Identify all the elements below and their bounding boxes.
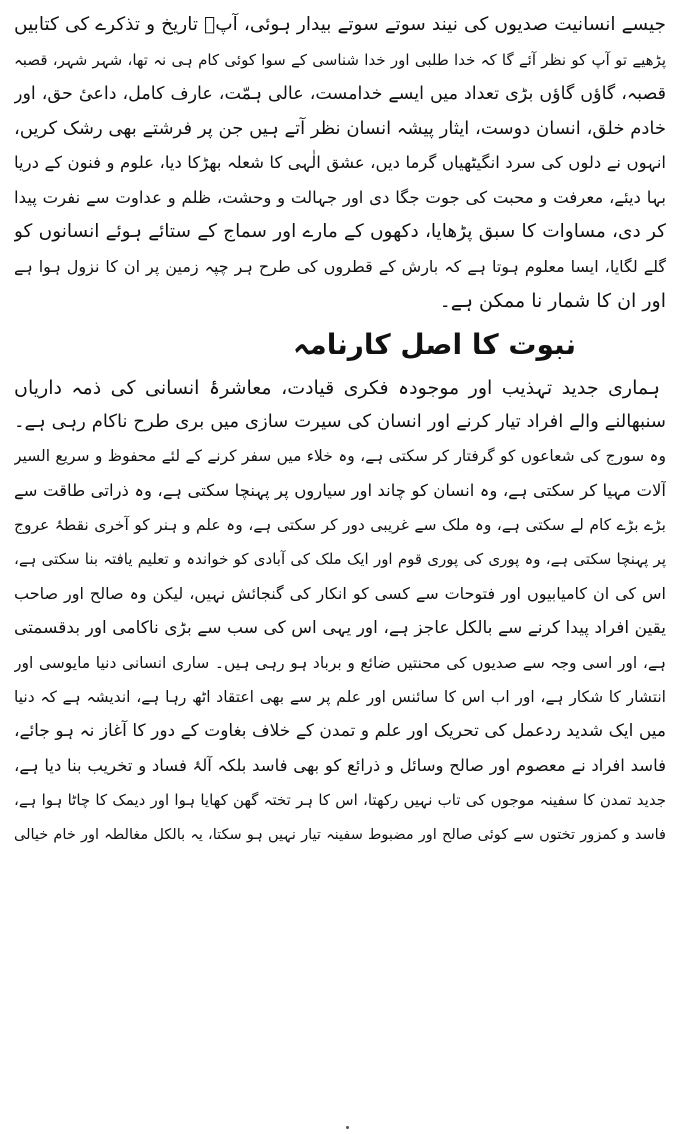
text-line: انتشار کا شکار ہے، اور اب اس کا سائنس اور علم پر سے بھی اعتقاد اٹھ رہا ہے، اندیشہ ہے کہ دنیا xyxy=(14,688,666,707)
text-line: پر پہنچا سکتی ہے، وہ پوری کی پوری قوم اور ایک ملک کی آبادی کو خواندہ و تعلیم یافتہ بنا سکتی ہے، xyxy=(14,550,666,569)
text-line: خادم خلق، انسان دوست، ایثار پیشہ انسان نظر آتے ہیں جن پر فرشتے بھی رشک کریں، xyxy=(14,117,666,139)
paragraph-prophets-legacy xyxy=(14,8,666,319)
text-line: فاسد افراد نے معصوم اور صالح وسائل و ذرائع کو بھی فاسد بلکہ آلۂ فساد و تخریب بنا دیا ہے، xyxy=(14,755,666,775)
text-line: پڑھیے تو آپ کو نظر آئے گا کہ خدا طلبی اور خدا شناسی کے سوا کوئی کام ہی نہ تھا، شہر شہر، قصبہ xyxy=(14,50,666,69)
text-line: بڑے بڑے کام لے سکتی ہے، وہ ملک سے غریبی دور کر سکتی ہے، وہ علم و ہنر کو آخری نقطۂ عروج xyxy=(14,516,666,535)
text-line: سنبھالنے والے افراد تیار کرنے اور انسان کی سیرت سازی میں بری طرح ناکام رہی ہے۔ xyxy=(14,410,666,432)
text-line: انہوں نے دلوں کی سرد انگیٹھیاں گرما دیں، عشق الٰہی کا شعلہ بھڑکا دیا، علوم و فنون کے دریا xyxy=(14,153,666,172)
text-line: قصبہ، گاؤں گاؤں بڑی تعداد میں ایسے خدامست، عالی ہمّت، عارف کامل، داعیٔ حق، اور xyxy=(14,84,666,104)
text-line: میں ایک شدید ردعمل کی تحریک اور علم و تمدن کے خلاف بغاوت کے دور کا آغاز نہ ہو جائے، xyxy=(14,721,666,742)
text-line: ہے، اور اسی وجہ سے صدیوں کی محنتیں ضائع و برباد ہو رہی ہیں۔ ساری انسانی دنیا مایوسی اور xyxy=(14,653,666,672)
text-line: اور ان کا شمار نا ممکن ہے۔ xyxy=(439,290,666,312)
text-line: جیسے انسانیت صدیوں کی نیند سوتے سوتے بیدار ہوئی، آپؐ تاریخ و تذکرے کی کتابیں xyxy=(14,14,666,35)
text-line: گلے لگایا، ایسا معلوم ہوتا ہے کہ بارش کے قطروں کی طرح ہر چپہ زمین پر ان کا نزول ہوا ہے xyxy=(14,256,666,276)
text-line: کر دی، مساوات کا سبق پڑھایا، دکھوں کے مارے اور سماج کے ستائے ہوئے انسانوں کو xyxy=(14,221,666,242)
section-heading: نبوت کا اصل کارنامہ xyxy=(292,327,576,361)
text-line: وہ سورج کی شعاعوں کو گرفتار کر سکتی ہے، وہ خلاء میں سفر کرنے کے لئے محفوظ و سریع السیر xyxy=(14,447,666,466)
text-line: آلات مہیا کر سکتی ہے، وہ انسان کو چاند اور سیاروں پر پہنچا سکتی ہے، وہ ذراتی طاقت سے xyxy=(14,480,666,500)
paragraph-modern-civilization xyxy=(14,371,666,852)
text-line: اس کی ان کامیابیوں اور فتوحات سے کسی کو انکار کی گنجائش نہیں، لیکن وہ صالح اور صاحب xyxy=(14,583,666,603)
text-line: یقین افراد پیدا کرنے سے بالکل عاجز ہے، اور یہی اس کی سب سے بڑی ناکامی اور بدقسمتی xyxy=(14,618,666,639)
text-line: جدید تمدن کا سفینہ موجوں کی تاب نہیں رکھتا، اس کا ہر تختہ گھن کھایا ہوا اور دیمک کا چاٹا ہوا ہے، xyxy=(14,791,666,810)
page-dot xyxy=(346,1126,349,1129)
text-line: فاسد و کمزور تختوں سے کوئی صالح اور مضبوط سفینہ تیار نہیں ہو سکتا، یہ بالکل مغالطہ اور خام خیالی xyxy=(14,826,666,843)
text-line: بہا دیئے، معرفت و محبت کی جوت جگا دی اور جہالت و وحشت، ظلم و عداوت سے نفرت پیدا xyxy=(14,187,666,207)
text-line: ہماری جدید تہذیب اور موجودہ فکری قیادت، معاشرۂ انسانی کی ذمہ داریاں xyxy=(14,376,660,399)
